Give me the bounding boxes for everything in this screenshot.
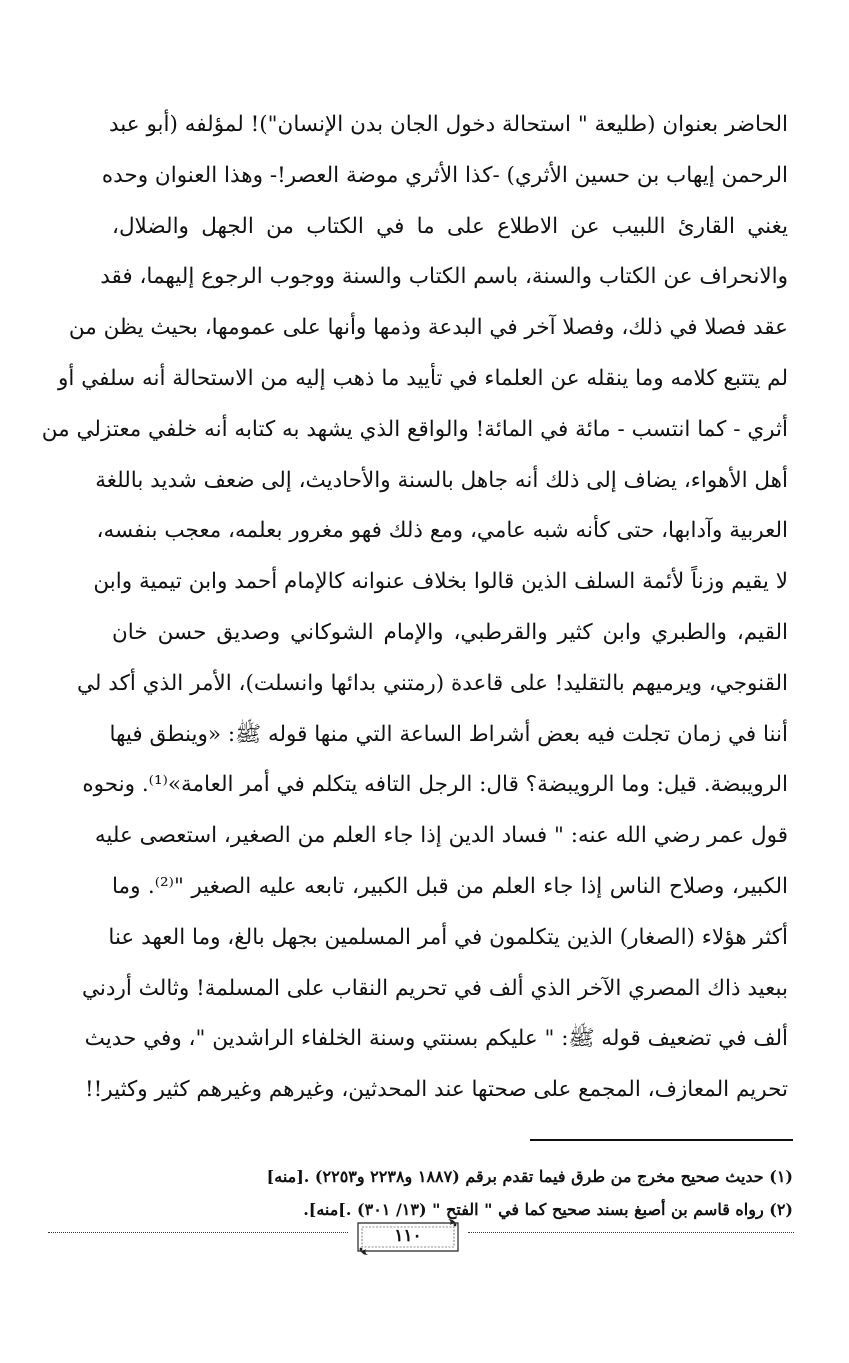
footnote-2: (٢) رواه قاسم بن أصبغ بسند صحيح كما في " الفتح " (١٣/ ٣٠١) .]منه]. (303, 1200, 793, 1219)
text-line: العربية وآدابها، حتى كأنه شبه عامي، ومع ذلك فهو مغرور بعلمه، معجب بنفسه، (96, 518, 788, 544)
text-line: قول عمر رضي الله عنه: " فساد الدين إذا جاء العلم من الصغير، استعصى عليه (94, 823, 788, 849)
main-text-block (41, 100, 788, 1116)
text-line: يغني القارئ اللبيب عن الاطلاع على ما في الكتاب من الجهل والضلال، (112, 213, 788, 239)
text-line: الرحمن إيهاب بن حسين الأثري) -كذا الأثري موضة العصر!- وهذا العنوان وحده (101, 162, 788, 188)
folio-rule-left (48, 1232, 348, 1233)
text-line: الكبير، وصلاح الناس إذا جاء العلم من قبل الكبير، تابعه عليه الصغير "⁽²⁾. وما (112, 873, 788, 899)
text-line: ببعيد ذاك المصري الآخر الذي ألف في تحريم النقاب على المسلمة! وثالث أردني (81, 975, 788, 1001)
text-line: أثري - كما انتسب - مائة في المائة! والواقع الذي يشهد به كتابه أنه خلفي معتزلي من (41, 416, 788, 442)
text-line: لم يتتبع كلامه وما ينقله عن العلماء في تأييد ما ذهب إليه من الاستحالة أنه سلفي أو (58, 365, 788, 391)
page-number-frame (352, 1217, 464, 1257)
footnote-separator (530, 1139, 793, 1141)
text-line: القنوجي، ويرميهم بالتقليد! على قاعدة (رمتني بدائها وانسلت)، الأمر الذي أكد لي (77, 670, 788, 696)
text-line: القيم، والطبري وابن كثير والقرطبي، والإمام الشوكاني وصديق حسن خان (112, 619, 788, 645)
folio-rule-right (468, 1232, 794, 1233)
text-line: ألف في تضعيف قوله ﷺ: " عليكم بسنتي وسنة الخلفاء الراشدين "، وفي حديث (84, 1026, 788, 1052)
text-line: عقد فصلا في ذلك، وفصلا آخر في البدعة وذمها وأنها على عمومها، بحيث يظن من (68, 315, 788, 341)
footnotes (150, 1160, 793, 1226)
text-line: الرويبضة. قيل: وما الرويبضة؟ قال: الرجل التافه يتكلم في أمر العامة»⁽¹⁾. ونحوه (82, 772, 788, 798)
text-line: والانحراف عن الكتاب والسنة، باسم الكتاب والسنة ووجوب الرجوع إليهما، فقد (100, 264, 788, 290)
text-line: أننا في زمان تجلت فيه بعض أشراط الساعة التي منها قوله ﷺ: «وينطق فيها (109, 721, 788, 747)
text-line: لا يقيم وزناً لأئمة السلف الذين قالوا بخلاف عنوانه كالإمام أحمد وابن تيمية وابن (93, 569, 788, 595)
text-line: تحريم المعازف، المجمع على صحتها عند المحدثين، وغيرهم وغيرهم كثير وكثير!! (84, 1077, 788, 1103)
page-number: ١١٠ (394, 1226, 422, 1246)
footnote-1: (١) حديث صحيح مخرج من طرق فيما تقدم برقم (١٨٨٧ و٢٢٣٨ و٢٢٥٣) .[منه] (266, 1167, 793, 1186)
text-line: أكثر هؤلاء (الصغار) الذين يتكلمون في أمر المسلمين بجهل بالغ، وما العهد عنا (108, 924, 788, 950)
text-line: أهل الأهواء، يضاف إلى ذلك أنه جاهل بالسنة والأحاديث، إلى ضعف شديد باللغة (95, 467, 788, 493)
text-line: الحاضر بعنوان (طليعة " استحالة دخول الجان بدن الإنسان")! لمؤلفه (أبو عبد (109, 112, 788, 137)
